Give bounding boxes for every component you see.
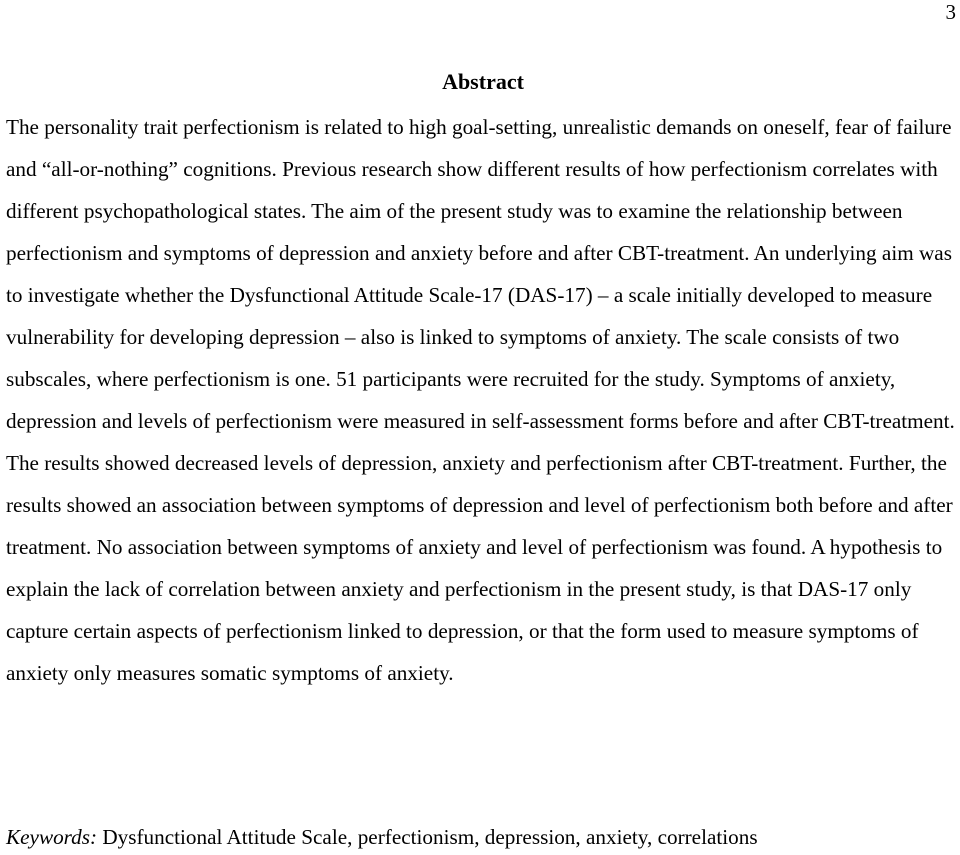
- abstract-body: The personality trait perfectionism is related to high goal-setting, unrealistic demands on oneself, fear of failure and “all-or-nothing” cognitions. Previous research show different results of how perfectionism correlates with different psychopathological states. The aim of the present study was to examine the relationship between perfectionism and symptoms of depression and anxiety before and after CBT-treatment. An underlying aim was to investigate whether the Dysfunctional Attitude Scale-17 (DAS-17) – a scale initially developed to measure vulnerability for developing depression – also is linked to symptoms of anxiety. The scale consists of two subscales, where perfectionism is one. 51 participants were recruited for the study. Symptoms of anxiety, depression and levels of perfectionism were measured in self-assessment forms before and after CBT-treatment. The results showed decreased levels of depression, anxiety and perfectionism after CBT-treatment. Further, the results showed an association between symptoms of depression and level of perfectionism both before and after treatment. No association between symptoms of anxiety and level of perfectionism was found. A hypothesis to explain the lack of correlation between anxiety and perfectionism in the present study, is that DAS-17 only capture certain aspects of perfectionism linked to depression, or that the form used to measure symptoms of anxiety only measures somatic symptoms of anxiety.: [6, 115, 955, 685]
- keywords-line: [6, 822, 956, 852]
- abstract-heading: Abstract: [442, 69, 524, 94]
- keywords-label: Keywords:: [6, 825, 98, 849]
- keywords-text: Dysfunctional Attitude Scale, perfectionism, depression, anxiety, correlations: [102, 825, 758, 849]
- page-number: 3: [945, 0, 956, 24]
